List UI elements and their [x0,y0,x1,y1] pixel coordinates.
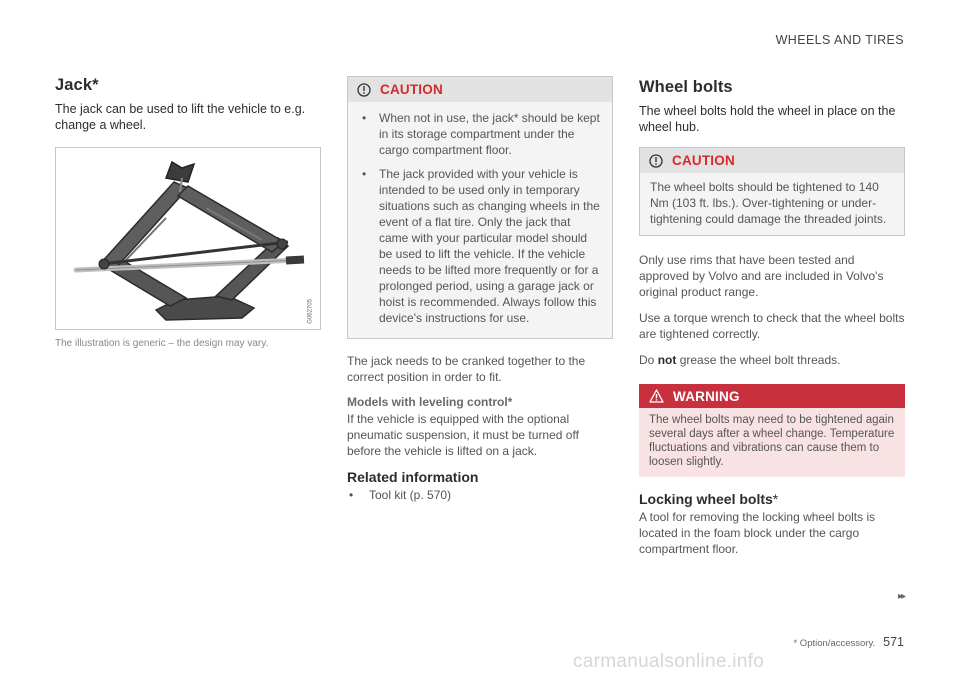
running-head: WHEELS AND TIRES [775,33,904,47]
caution-body [348,102,612,338]
column-caution [347,76,613,503]
caution-title: CAUTION [672,153,735,168]
jack-intro: The jack can be used to lift the vehicle to e.g. change a wheel. [55,102,306,132]
warning-icon [649,389,664,403]
warning-title: WARNING [673,388,740,404]
warning-body [639,408,905,477]
crank-text: The jack needs to be cranked together to the correct position in order to fit. [347,354,586,384]
locking-text: A tool for removing the locking wheel bolts is located in the foam block under the cargo compartment floor. [639,510,876,556]
caution-header [348,77,612,102]
caution-item: • The jack provided with your vehicle is intended to be used only in temporary situations such as changing wheels in the event of a flat tire. Only the jack that came with your particular model should be used to lift the vehicle. If the vehicle needs to be lifted more frequently or for a prolonged period, using a garage jack or hoist is recommended. Always follow this device's instructions for use. [358,166,602,326]
column-jack [55,76,321,349]
grease-prefix: Do [639,353,655,367]
next-page-arrow[interactable]: ▸▸ [897,591,904,602]
jack-title: Jack* [55,76,99,94]
wheel-bolts-intro: The wheel bolts hold the wheel in place on the wheel hub. [639,104,896,134]
caution-text: The wheel bolts should be tightened to 140 Nm (103 ft. lbs.). Over-tightening or under-tightening could damage the threaded joints. [650,180,887,226]
caution-body [640,173,904,235]
warning-text: The wheel bolts may need to be tightened again several days after a wheel change. Temperature fluctuations and vibrations can cause them to loosen slightly. [649,414,895,468]
grease-text [639,352,905,368]
torque-text: Use a torque wrench to check that the wheel bolts are tightened correctly. [639,311,905,341]
rims-text: Only use rims that have been tested and approved by Volvo and are included in Volvo's original product range. [639,253,884,299]
figure-caption: The illustration is generic – the design may vary. [55,338,269,349]
related-link-tool-kit[interactable]: • Tool kit (p. 570) [347,487,613,503]
caution-icon [649,154,663,168]
option-footnote: * Option/accessory. [793,638,876,649]
figure-code: G062705 [308,299,314,324]
option-marker: * [772,491,779,507]
warning-box [639,384,905,477]
jack-illustration [56,148,322,331]
caution-title: CAUTION [380,82,443,97]
caution-icon [357,83,371,97]
caution-item: • When not in use, the jack* should be kept in its storage compartment under the cargo compartment floor. [358,110,602,158]
caution-box-jack [347,76,613,339]
related-list [347,487,613,503]
caution-box-bolts [639,147,905,236]
caution-header [640,148,904,173]
jack-figure [55,147,321,330]
leveling-text: If the vehicle is equipped with the optional pneumatic suspension, it must be turned off before the vehicle is lifted on a jack. [347,412,579,458]
watermark: carmanualsonline.info [573,651,765,672]
locking-heading-text: Locking wheel bolts [639,491,773,507]
grease-suffix: grease the wheel bolt threads. [679,353,841,367]
leveling-heading: Models with leveling control* [347,395,513,409]
grease-emphasis: not [657,353,677,367]
warning-header [639,384,905,408]
wheel-bolts-title: Wheel bolts [639,78,733,96]
page-footer [793,635,904,649]
locking-heading [639,491,905,507]
page-number: 571 [883,635,904,649]
related-heading: Related information [347,469,479,485]
column-wheel-bolts [639,76,905,567]
